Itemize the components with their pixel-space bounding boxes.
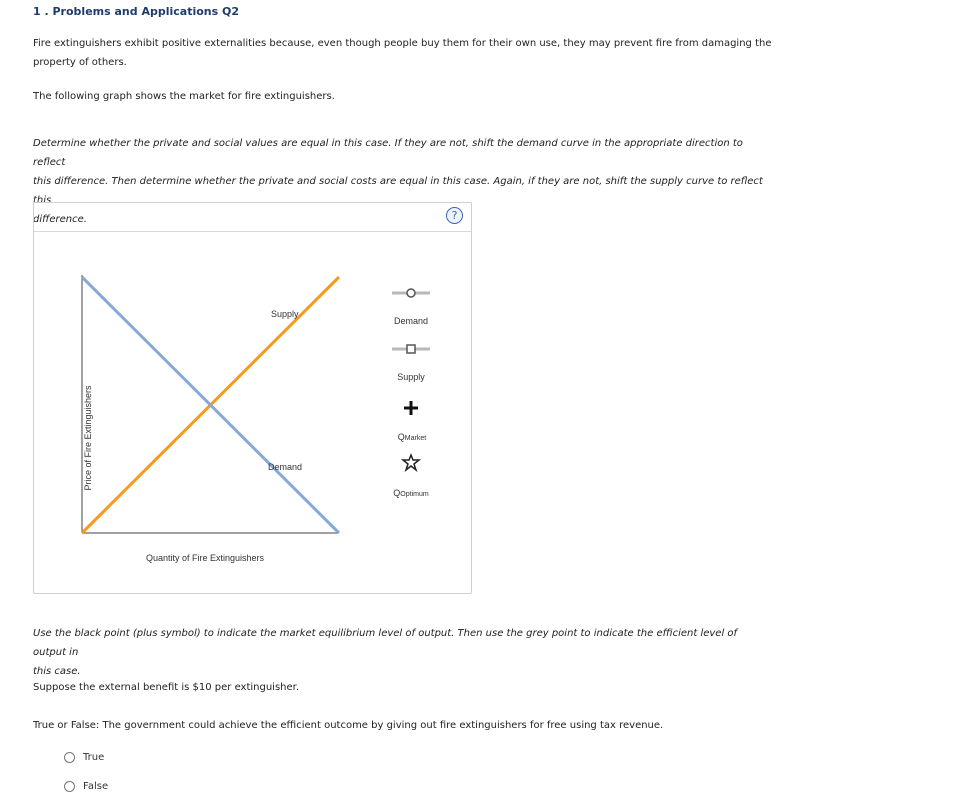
true-false-question: True or False: The government could achieve the efficient outcome by giving out fire extinguishers for free using tax revenue. (33, 720, 664, 731)
x-axis-label: Quantity of Fire Extinguishers (146, 553, 265, 563)
plus-icon (404, 401, 418, 415)
demand-tool[interactable] (392, 289, 430, 297)
supply-tool-square-icon (407, 345, 415, 353)
supply-curve-label: Supply (271, 309, 299, 319)
external-benefit-text: Suppose the external benefit is $10 per extinguisher. (33, 682, 300, 693)
question-title: 1 . Problems and Applications Q2 (33, 5, 239, 18)
option-false[interactable]: False (64, 781, 108, 792)
y-axis-label: Price of Fire Extinguishers (83, 385, 93, 491)
help-icon[interactable]: ? (446, 207, 463, 224)
star-icon (403, 455, 419, 470)
intro-paragraph: Fire extinguishers exhibit positive externalities because, even though people buy them for their own use, they may prevent fire from damaging the property of others. (33, 38, 772, 68)
radio-true-icon[interactable] (64, 752, 75, 763)
demand-tool-circle-icon (407, 289, 415, 297)
followup-instructions: Use the black point (plus symbol) to indicate the market equilibrium level of output. Then use the grey point to indicate the efficient level of output in this case. (33, 628, 738, 677)
demand-curve-label: Demand (268, 462, 303, 472)
optimum-point-tool[interactable] (403, 455, 419, 470)
demand-tool-label: Demand (393, 316, 429, 326)
supply-tool[interactable] (392, 345, 430, 353)
option-true[interactable]: True (64, 752, 104, 763)
supply-tool-label: Supply (397, 372, 425, 382)
graph-canvas[interactable] (34, 203, 471, 593)
market-point-tool[interactable] (404, 401, 418, 415)
graph-intro: The following graph shows the market for fire extinguishers. (33, 91, 335, 102)
market-tool-label: QMarket (397, 432, 427, 442)
optimum-tool-label: QOptimum (393, 488, 429, 498)
graph-panel[interactable] (33, 202, 472, 594)
instructions-paragraph: Determine whether the private and social values are equal in this case. If they are not, shift the demand curve in the appropriate direction to reflect this difference. Then determine whether the private and social costs are equal in this case. Again, if they are not, shift the supply curve to reflect this difference. (33, 138, 763, 225)
radio-false-icon[interactable] (64, 781, 75, 792)
